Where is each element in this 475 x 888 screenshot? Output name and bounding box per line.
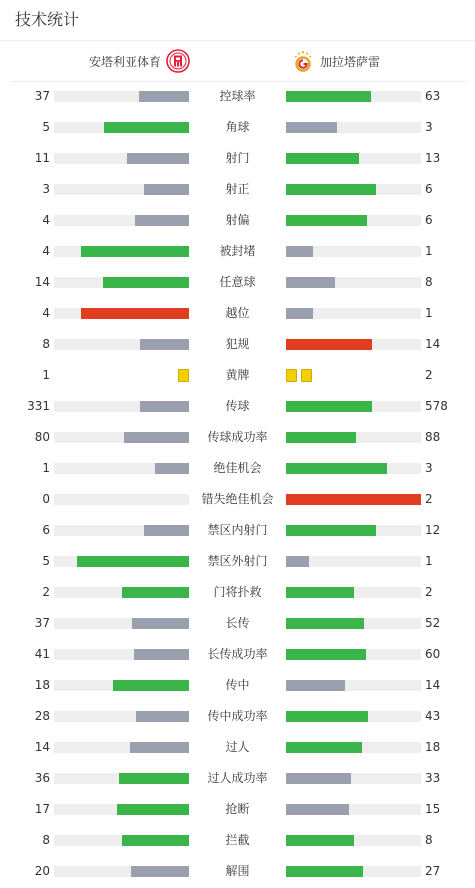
- stat-label: 射偏: [225, 213, 250, 227]
- home-bar-fill: [127, 153, 189, 164]
- stat-label: 射门: [225, 151, 250, 165]
- stat-row: [0, 577, 475, 608]
- home-bar-track: [54, 804, 189, 815]
- stat-row: [0, 825, 475, 856]
- away-bar-track: [286, 804, 421, 815]
- away-bar-fill: [286, 91, 371, 102]
- away-bar-fill: [286, 618, 364, 629]
- home-value: 6: [42, 523, 50, 537]
- away-bar-track: [286, 122, 421, 133]
- home-bar-track: [54, 277, 189, 288]
- away-yellow-cards: [286, 369, 312, 382]
- away-bar-fill: [286, 246, 313, 257]
- home-bar-fill: [122, 587, 190, 598]
- away-bar-track: [286, 835, 421, 846]
- stat-label: 传中成功率: [207, 709, 268, 723]
- home-value: 36: [34, 771, 50, 785]
- stat-label: 抢断: [225, 802, 250, 816]
- stat-row: [0, 546, 475, 577]
- home-value: 80: [34, 430, 50, 444]
- home-bar-fill: [140, 401, 189, 412]
- home-bar-fill: [77, 556, 189, 567]
- home-bar-track: [54, 525, 189, 536]
- away-bar-track: [286, 649, 421, 660]
- stat-row: [0, 670, 475, 701]
- stat-label: 传中: [225, 678, 250, 692]
- away-bar-fill: [286, 339, 372, 350]
- home-bar-fill: [122, 835, 190, 846]
- home-bar-fill: [139, 91, 189, 102]
- away-value: 13: [425, 151, 441, 165]
- stat-row: [0, 298, 475, 329]
- home-bar-track: [54, 246, 189, 257]
- away-bar-track: [286, 463, 421, 474]
- home-bar-fill: [134, 649, 189, 660]
- home-value: 28: [34, 709, 50, 723]
- away-bar-fill: [286, 401, 372, 412]
- away-value: 2: [425, 585, 433, 599]
- stat-row: [0, 453, 475, 484]
- home-bar-track: [54, 308, 189, 319]
- stat-label: 传球成功率: [207, 430, 268, 444]
- home-bar-fill: [104, 122, 189, 133]
- away-bar-fill: [286, 494, 421, 505]
- home-value: 5: [42, 120, 50, 134]
- home-bar-fill: [144, 184, 189, 195]
- away-bar-fill: [286, 153, 359, 164]
- stat-row: [0, 484, 475, 515]
- stat-row: [0, 143, 475, 174]
- home-bar-fill: [131, 866, 189, 877]
- stat-row: [0, 236, 475, 267]
- home-bar-track: [54, 494, 189, 505]
- away-bar-fill: [286, 711, 368, 722]
- home-value: 18: [34, 678, 50, 692]
- away-value: 60: [425, 647, 441, 661]
- away-value: 14: [425, 337, 441, 351]
- away-bar-track: [286, 525, 421, 536]
- stat-label: 控球率: [219, 89, 256, 103]
- away-value: 2: [425, 368, 433, 382]
- away-value: 1: [425, 306, 433, 320]
- stat-row: [0, 112, 475, 143]
- home-bar-track: [54, 401, 189, 412]
- away-value: 2: [425, 492, 433, 506]
- home-value: 11: [34, 151, 50, 165]
- home-value: 14: [34, 275, 50, 289]
- away-bar-fill: [286, 649, 366, 660]
- home-value: 8: [42, 337, 50, 351]
- home-bar-fill: [144, 525, 189, 536]
- stat-row: [0, 608, 475, 639]
- away-value: 63: [425, 89, 441, 103]
- stat-row: [0, 639, 475, 670]
- home-bar-fill: [132, 618, 189, 629]
- home-bar-track: [54, 91, 189, 102]
- stat-label: 射正: [225, 182, 250, 196]
- away-bar-fill: [286, 277, 335, 288]
- stat-label: 门将扑救: [213, 585, 262, 599]
- stat-label: 错失绝佳机会: [201, 492, 274, 506]
- away-bar-track: [286, 587, 421, 598]
- stat-row: [0, 763, 475, 794]
- home-value: 14: [34, 740, 50, 754]
- away-bar-track: [286, 711, 421, 722]
- home-bar-track: [54, 711, 189, 722]
- away-bar-track: [286, 618, 421, 629]
- home-bar-fill: [81, 308, 189, 319]
- away-bar-track: [286, 773, 421, 784]
- away-bar-track: [286, 556, 421, 567]
- away-bar-track: [286, 339, 421, 350]
- stats-list: [0, 81, 475, 887]
- home-bar-track: [54, 556, 189, 567]
- away-value: 88: [425, 430, 441, 444]
- section-title: 技术统计: [15, 10, 80, 29]
- stat-label: 禁区外射门: [207, 554, 268, 568]
- stat-label: 绝佳机会: [213, 461, 262, 475]
- away-bar-track: [286, 308, 421, 319]
- away-bar-track: [286, 432, 421, 443]
- home-value: 2: [42, 585, 50, 599]
- home-bar-fill: [119, 773, 189, 784]
- away-value: 15: [425, 802, 441, 816]
- antalyaspor-logo-icon: [166, 49, 190, 73]
- away-value: 6: [425, 182, 433, 196]
- away-value: 52: [425, 616, 441, 630]
- stat-label: 被封堵: [219, 244, 256, 258]
- stat-row: [0, 794, 475, 825]
- away-bar-fill: [286, 587, 354, 598]
- home-bar-track: [54, 432, 189, 443]
- stat-label: 过人: [225, 740, 250, 754]
- away-bar-track: [286, 277, 421, 288]
- stat-row: [0, 360, 475, 391]
- away-value: 33: [425, 771, 441, 785]
- stat-label: 传球: [225, 399, 250, 413]
- home-bar-fill: [135, 215, 189, 226]
- home-team-name: 安塔利亚体育: [88, 54, 161, 69]
- home-bar-track: [54, 184, 189, 195]
- yellow-card-icon: [178, 369, 189, 382]
- home-bar-track: [54, 215, 189, 226]
- home-value: 5: [42, 554, 50, 568]
- home-bar-fill: [136, 711, 189, 722]
- stat-row: [0, 422, 475, 453]
- away-value: 18: [425, 740, 441, 754]
- home-value: 4: [42, 306, 50, 320]
- away-value: 1: [425, 244, 433, 258]
- home-value: 1: [42, 368, 50, 382]
- stat-label: 黄牌: [225, 368, 250, 382]
- home-value: 37: [34, 89, 50, 103]
- stat-label: 犯规: [225, 337, 250, 351]
- away-value: 6: [425, 213, 433, 227]
- stat-row: [0, 174, 475, 205]
- stat-row: [0, 329, 475, 360]
- away-value: 14: [425, 678, 441, 692]
- away-value: 3: [425, 461, 433, 475]
- away-bar-track: [286, 742, 421, 753]
- stat-label: 角球: [225, 120, 250, 134]
- galatasaray-logo-icon: [291, 49, 315, 73]
- home-bar-track: [54, 680, 189, 691]
- away-value: 1: [425, 554, 433, 568]
- home-bar-fill: [130, 742, 189, 753]
- stat-row: [0, 81, 475, 112]
- home-bar-fill: [81, 246, 189, 257]
- away-value: 578: [425, 399, 448, 413]
- away-bar-fill: [286, 866, 363, 877]
- stat-row: [0, 732, 475, 763]
- away-bar-fill: [286, 215, 367, 226]
- stat-row: [0, 205, 475, 236]
- away-bar-track: [286, 680, 421, 691]
- home-bar-fill: [140, 339, 189, 350]
- stat-row: [0, 856, 475, 887]
- stat-label: 过人成功率: [207, 771, 268, 785]
- home-value: 3: [42, 182, 50, 196]
- home-bar-track: [54, 742, 189, 753]
- away-value: 8: [425, 833, 433, 847]
- away-bar-fill: [286, 308, 313, 319]
- home-value: 1: [42, 461, 50, 475]
- home-bar-fill: [103, 277, 189, 288]
- away-bar-fill: [286, 804, 349, 815]
- stat-label: 拦截: [225, 833, 250, 847]
- stat-row: [0, 391, 475, 422]
- home-bar-track: [54, 866, 189, 877]
- home-bar-fill: [113, 680, 189, 691]
- home-value: 0: [42, 492, 50, 506]
- home-value: 20: [34, 864, 50, 878]
- away-bar-fill: [286, 742, 362, 753]
- home-bar-fill: [155, 463, 189, 474]
- away-value: 8: [425, 275, 433, 289]
- home-yellow-cards: [178, 369, 189, 382]
- away-team[interactable]: [291, 49, 380, 73]
- away-team-name: 加拉塔萨雷: [320, 54, 381, 69]
- home-value: 41: [34, 647, 50, 661]
- stat-row: [0, 267, 475, 298]
- home-value: 8: [42, 833, 50, 847]
- home-value: 331: [27, 399, 50, 413]
- yellow-card-icon: [286, 369, 297, 382]
- home-bar-fill: [124, 432, 189, 443]
- home-bar-track: [54, 587, 189, 598]
- team-header: [10, 41, 466, 82]
- away-bar-track: [286, 91, 421, 102]
- away-bar-track: [286, 215, 421, 226]
- home-value: 17: [34, 802, 50, 816]
- home-bar-track: [54, 339, 189, 350]
- away-value: 12: [425, 523, 441, 537]
- away-value: 43: [425, 709, 441, 723]
- home-value: 4: [42, 213, 50, 227]
- away-bar-track: [286, 866, 421, 877]
- stat-label: 解围: [225, 864, 250, 878]
- home-bar-track: [54, 122, 189, 133]
- yellow-card-icon: [301, 369, 312, 382]
- away-bar-track: [286, 401, 421, 412]
- stat-row: [0, 515, 475, 546]
- away-bar-fill: [286, 432, 356, 443]
- home-bar-track: [54, 463, 189, 474]
- away-bar-fill: [286, 556, 309, 567]
- away-bar-track: [286, 246, 421, 257]
- stat-label: 长传成功率: [207, 647, 268, 661]
- away-bar-fill: [286, 773, 351, 784]
- home-bar-fill: [117, 804, 189, 815]
- stat-label: 禁区内射门: [207, 523, 268, 537]
- home-bar-track: [54, 649, 189, 660]
- home-bar-track: [54, 618, 189, 629]
- stat-label: 越位: [225, 306, 250, 320]
- away-bar-fill: [286, 463, 387, 474]
- away-value: 27: [425, 864, 441, 878]
- home-bar-track: [54, 835, 189, 846]
- home-value: 37: [34, 616, 50, 630]
- home-value: 4: [42, 244, 50, 258]
- home-team[interactable]: [89, 49, 190, 73]
- away-value: 3: [425, 120, 433, 134]
- stat-row: [0, 701, 475, 732]
- away-bar-track: [286, 494, 421, 505]
- home-bar-track: [54, 153, 189, 164]
- away-bar-fill: [286, 835, 354, 846]
- away-bar-fill: [286, 525, 376, 536]
- stat-label: 长传: [225, 616, 250, 630]
- away-bar-fill: [286, 680, 345, 691]
- away-bar-fill: [286, 122, 337, 133]
- away-bar-track: [286, 184, 421, 195]
- away-bar-fill: [286, 184, 376, 195]
- stat-label: 任意球: [219, 275, 256, 289]
- home-bar-track: [54, 773, 189, 784]
- away-bar-track: [286, 153, 421, 164]
